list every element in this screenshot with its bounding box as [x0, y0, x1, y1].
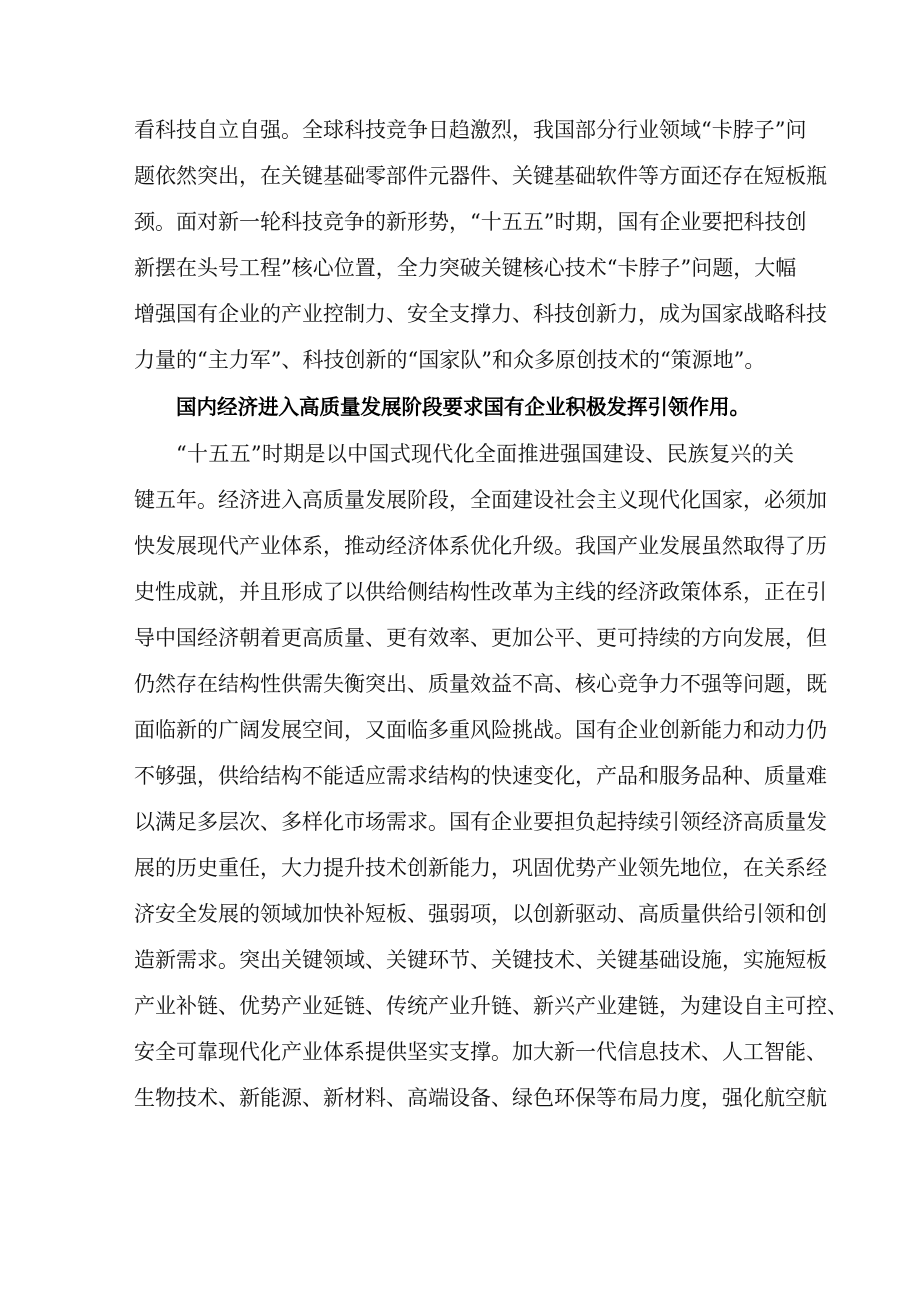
paragraph-line: 导中国经济朝着更高质量、更有效率、更加公平、更可持续的方向发展，但 — [134, 626, 827, 650]
paragraph-line: 看科技自立自强。全球科技竞争日趋激烈，我国部分行业领域“卡脖子”问 — [134, 118, 807, 142]
paragraph-line: 面临新的广阔发展空间，又面临多重风险挑战。国有企业创新能力和动力仍 — [134, 718, 827, 742]
paragraph-line: 键五年。经济进入高质量发展阶段，全面建设社会主义现代化国家，必须加 — [134, 488, 827, 512]
paragraph-line: 题依然突出，在关键基础零部件元器件、关键基础软件等方面还存在短板瓶 — [134, 164, 827, 188]
paragraph-line: 安全可靠现代化产业体系提供坚实支撑。加大新一代信息技术、人工智能、 — [134, 1040, 827, 1064]
paragraph-line: 增强国有企业的产业控制力、安全支撑力、科技创新力，成为国家战略科技 — [134, 302, 827, 326]
paragraph-line: 快发展现代产业体系，推动经济体系优化升级。我国产业发展虽然取得了历 — [134, 534, 827, 558]
paragraph-line: 力量的“主力军”、科技创新的“国家队”和众多原创技术的“策源地”。 — [134, 348, 766, 372]
paragraph-line: 史性成就，并且形成了以供给侧结构性改革为主线的经济政策体系，正在引 — [134, 580, 827, 604]
paragraph-line: 生物技术、新能源、新材料、高端设备、绿色环保等布局力度，强化航空航 — [134, 1086, 827, 1110]
paragraph-line: 新摆在头号工程”核心位置，全力突破关键核心技术“卡脖子”问题，大幅 — [134, 256, 797, 280]
section-heading: 国内经济进入高质量发展阶段要求国有企业积极发挥引领作用。 — [176, 395, 750, 419]
paragraph-line: “十五五”时期是以中国式现代化全面推进强国建设、民族复兴的关 — [176, 442, 794, 466]
paragraph-line: 颈。面对新一轮科技竞争的新形势，“十五五”时期，国有企业要把科技创 — [134, 210, 807, 234]
paragraph-line: 以满足多层次、多样化市场需求。国有企业要担负起持续引领经济高质量发 — [134, 810, 827, 834]
paragraph-line: 济安全发展的领域加快补短板、强弱项，以创新驱动、高质量供给引领和创 — [134, 902, 827, 926]
paragraph-line: 仍然存在结构性供需失衡突出、质量效益不高、核心竞争力不强等问题，既 — [134, 672, 827, 696]
paragraph-line: 不够强，供给结构不能适应需求结构的快速变化，产品和服务品种、质量难 — [134, 764, 827, 788]
paragraph-line: 产业补链、优势产业延链、传统产业升链、新兴产业建链，为建设自主可控、 — [134, 994, 848, 1018]
paragraph-line: 造新需求。突出关键领域、关键环节、关键技术、关键基础设施，实施短板 — [134, 948, 827, 972]
paragraph-line: 展的历史重任，大力提升技术创新能力，巩固优势产业领先地位，在关系经 — [134, 856, 827, 880]
